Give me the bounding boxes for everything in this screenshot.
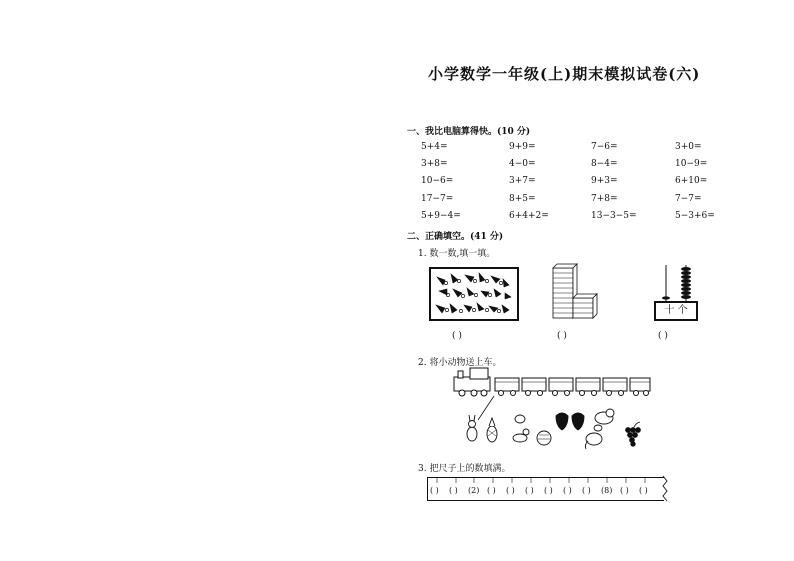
ruler-blank[interactable]: ( ) <box>487 486 496 495</box>
equation: 3+7= <box>509 176 536 186</box>
equation: 4−0= <box>509 159 536 169</box>
equation: 6+10= <box>675 176 708 186</box>
page-title: 小学数学一年级(上)期末模拟试卷(六) <box>428 65 701 83</box>
ruler-blank[interactable]: ( ) <box>506 486 515 495</box>
ruler <box>427 477 664 501</box>
shuttlecock-box <box>429 267 519 321</box>
section-1-heading: 一、我比电脑算得快。(10 分) <box>407 127 531 137</box>
equation: 8+5= <box>509 194 536 204</box>
equation: 3+0= <box>675 142 702 152</box>
equation: 9+9= <box>509 142 536 152</box>
ruler-blank[interactable]: ( ) <box>449 486 458 495</box>
ruler-blank[interactable]: ( ) <box>544 486 553 495</box>
ruler-value: (8) <box>601 486 613 495</box>
answer-blank[interactable]: ( ) <box>557 331 567 341</box>
equation: 5+9−4= <box>421 211 461 221</box>
train-with-animals <box>448 364 654 460</box>
equation: 5+4= <box>421 142 448 152</box>
question-3-label: 3. 把尺子上的数填满。 <box>418 464 511 474</box>
equation: 6+4+2= <box>509 211 549 221</box>
ruler-value: (2) <box>468 486 480 495</box>
equation: 8−4= <box>591 159 618 169</box>
equation: 9+3= <box>591 176 618 186</box>
equation: 13−3−5= <box>591 211 637 221</box>
ruler-blank[interactable]: ( ) <box>639 486 648 495</box>
question-2-label: 2. 将小动物送上车。 <box>418 358 502 368</box>
equation: 7−7= <box>675 194 702 204</box>
ruler-blank[interactable]: ( ) <box>525 486 534 495</box>
equation: 10−6= <box>421 176 454 186</box>
ruler-blank[interactable]: ( ) <box>620 486 629 495</box>
equation: 17−7= <box>421 194 454 204</box>
question-1-label: 1. 数一数,填一填。 <box>418 249 496 259</box>
ruler-blank[interactable]: ( ) <box>430 486 439 495</box>
abacus-place-labels: 十 个 <box>654 301 698 321</box>
equation: 7+8= <box>591 194 618 204</box>
equation: 5−3+6= <box>675 211 715 221</box>
locomotive-icon <box>454 368 490 396</box>
equation: 10−9= <box>675 159 708 169</box>
ruler-break-icon <box>660 474 670 502</box>
equation: 7−6= <box>591 142 618 152</box>
stacked-blocks-icon <box>549 262 601 320</box>
shuttlecock-icon <box>431 269 517 319</box>
section-2-heading: 二、正确填空。(41 分) <box>407 232 504 242</box>
equation: 3+8= <box>421 159 448 169</box>
answer-blank[interactable]: ( ) <box>452 331 462 341</box>
answer-blank[interactable]: ( ) <box>658 331 668 341</box>
ruler-blank[interactable]: ( ) <box>582 486 591 495</box>
ruler-blank[interactable]: ( ) <box>563 486 572 495</box>
abacus-icon <box>654 263 700 303</box>
